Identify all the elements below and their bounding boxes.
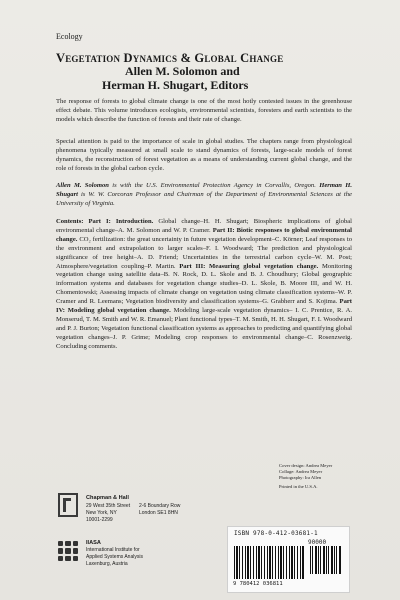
- publisher-name: Chapman & Hall: [86, 495, 129, 501]
- iiasa-line: Laxenburg, Austria: [86, 560, 128, 567]
- solomon-bio: is with the U.S. Environmental Protection Agency in Corvallis, Oregon.: [108, 182, 316, 189]
- collage-credit: Collage: Andrea Meyer: [279, 469, 323, 475]
- editors-line-1: Allen M. Solomon and: [125, 64, 240, 78]
- publisher-addr-line: London SE1 8HN: [139, 510, 178, 516]
- contents-list: [56, 218, 352, 352]
- publisher-address-ny: [86, 503, 130, 524]
- iiasa-logo-icon: [58, 541, 78, 561]
- price-barcode-icon: [310, 546, 342, 574]
- isbn-barcode: [227, 526, 350, 593]
- contents-part-1: Global change–H. H. Shugart; Biospheric implications of global environmental change–A. M. Solomon and W. P. Cramer.: [56, 218, 353, 234]
- barcode-icon: [234, 546, 304, 579]
- iiasa-name: IIASA: [86, 540, 101, 546]
- cover-design-credit: Cover design: Andrea Meyer: [279, 463, 333, 468]
- price-code: 90000: [308, 539, 327, 546]
- contents-part-3: Monitoring vegetation change using satellite data–B. N. Rock, D. L. Skole and B. J. Choudhury; Global geographic information systems and databases for vegetation change studies–D. L. Skole, B. Moore III, and W. H. Chomentowski; Assessing impacts of climate change on vegetation using climate classification systems–W. P. Cramer and R. Leemans; Vegetation biodiversity and classification systems–G. Grabherr and S. Kojima.: [56, 262, 352, 306]
- publisher-addr-line: 10001-2299: [86, 517, 113, 523]
- photography-credit: Photography: Ira Allen: [279, 475, 322, 481]
- scale-paragraph: Special attention is paid to the importance of scale in global studies. The chapters range from physiological phenomena typically measured at small scale to stand dynamics of forests, large-scale models of forest dynamics, the reconstruction of forest vegetation as a means of understanding current global change, and the role of forests in the global carbon cycle.: [56, 138, 352, 172]
- publisher-addr-line: New York, NY: [86, 510, 117, 516]
- isbn-text: ISBN 978-0-412-03681-1: [234, 530, 318, 537]
- book-title: Vegetation Dynamics & Global Change: [56, 51, 284, 65]
- iiasa-line: International Institute for: [86, 547, 140, 553]
- description-paragraph: The response of forests to global climate change is one of the most hotly contested issues in the greenhouse effect debate. This volume introduces ecologists, environmental scientists, foresters and earth scientists to the models which describe the function of forests and their rate of change.: [56, 98, 352, 123]
- contents-part-1-heading: Contents: Part I: Introduction.: [56, 218, 154, 225]
- cover-credits: [279, 463, 332, 482]
- contents-part-4: Modeling large-scale vegetation dynamics– I. C. Prentice, R. A. Monserud, T. M. Smith and W. R. Emanuel; Plant functional types–T. M. Smith, H. H. Shugart, F. I. Woodward and P. J. Burton; Vegetation functional classification systems as approaches to predicting and quantifying global vegetation changes–J. P. Grime; Modeling crop responses to environmental change–C. Rosenzweig. Concluding comments.: [56, 307, 352, 350]
- barcode-number: 9 780412 036811: [233, 581, 283, 587]
- chapman-hall-logo-icon: [58, 493, 78, 517]
- shugart-name: Herman H. Shugart: [56, 182, 353, 198]
- publisher-addr-line: 2-6 Boundary Row: [139, 503, 181, 509]
- iiasa-line: Applied Systems Analysis: [86, 553, 143, 560]
- editors-line-2: Herman H. Shugart, Editors: [102, 78, 249, 92]
- shugart-bio: is W. W. Corcoran Professor and Chairman of the Department of Environmental Sciences at the University of Virginia.: [56, 191, 352, 207]
- contents-part-2-heading: Part II: Biotic responses to global environmental change.: [56, 226, 352, 243]
- contents-part-3-heading: Part III: Measuring global vegetation change.: [179, 262, 319, 270]
- solomon-name: Allen M. Solomon: [56, 182, 109, 189]
- publisher-addr-line: 29 West 35th Street: [86, 503, 131, 509]
- contents-part-4-heading: Part IV: Modeling global vegetation change.: [56, 298, 352, 315]
- editor-bios: [56, 181, 352, 208]
- iiasa-address: [86, 547, 143, 567]
- contents-part-2: CO₂ fertilization: the great uncertainty in future vegetation development–C. Körner; Leaf responses to the environment and extrapolation to larger scales–F. I. Woodward; The prediction and physiological significance of tree height–A. D. Friend; Uncertainties in the terrestrial carbon cycle–W. M. Post; Atmosphere/vegetation coupling–P. Martin.: [56, 235, 352, 270]
- publisher-address-london: [139, 503, 180, 517]
- section-label: Ecology: [56, 32, 83, 41]
- printed-in: Printed in the U.S.A.: [279, 484, 318, 489]
